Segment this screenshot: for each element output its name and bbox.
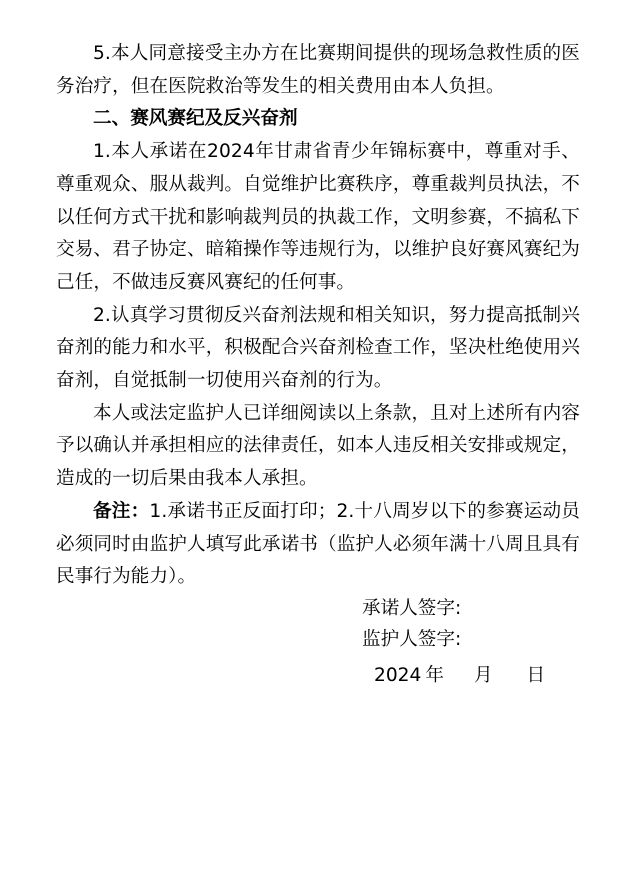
guardian-signature-label: 监护人签字: — [362, 629, 462, 650]
date-year: 2024 — [374, 665, 422, 686]
date-year-unit: 年 — [425, 665, 444, 686]
item-2-paragraph: 2.认真学习贯彻反兴奋剂法规和相关知识，努力提高抵制兴奋剂的能力和水平，积极配合兴奋剂检查工作，坚决杜绝使用兴奋剂，自觉抵制一切使用兴奋剂的行为。 — [56, 304, 580, 392]
promisor-signature-label: 承诺人签字: — [362, 598, 462, 619]
signature-date — [374, 660, 545, 691]
note-text: 1.承诺书正反面打印；2.十八周岁以下的参赛运动员必须同时由监护人填写此承诺书（监护人必须年满十八周且具有民事行为能力）。 — [56, 500, 580, 588]
item-1-paragraph: 1.本人承诺在2024年甘肃省青少年锦标赛中，尊重对手、尊重观众、服从裁判。自觉维护比赛秩序，尊重裁判员执法，不以任何方式干扰和影响裁判员的执裁工作，文明参赛，不搞私下交易、君子协定、暗箱操作等违规行为，以维护良好赛风赛纪为己任，不做违反赛风赛纪的任何事。 — [56, 141, 580, 293]
statement-paragraph: 本人或法定监护人已详细阅读以上条款，且对上述所有内容予以确认并承担相应的法律责任，如本人违反相关安排或规定，造成的一切后果由我本人承担。 — [56, 402, 580, 490]
item-5-paragraph: 5.本人同意接受主办方在比赛期间提供的现场急救性质的医务治疗，但在医院救治等发生的相关费用由本人负担。 — [56, 43, 580, 97]
date-month-unit: 月 — [473, 665, 493, 686]
date-day-unit: 日 — [526, 665, 546, 686]
note-paragraph — [56, 496, 580, 594]
document-body — [56, 38, 580, 594]
note-label: 备注： — [93, 500, 150, 522]
section-2-heading: 二、赛风赛纪及反兴奋剂 — [93, 108, 298, 130]
signature-block — [362, 593, 461, 655]
